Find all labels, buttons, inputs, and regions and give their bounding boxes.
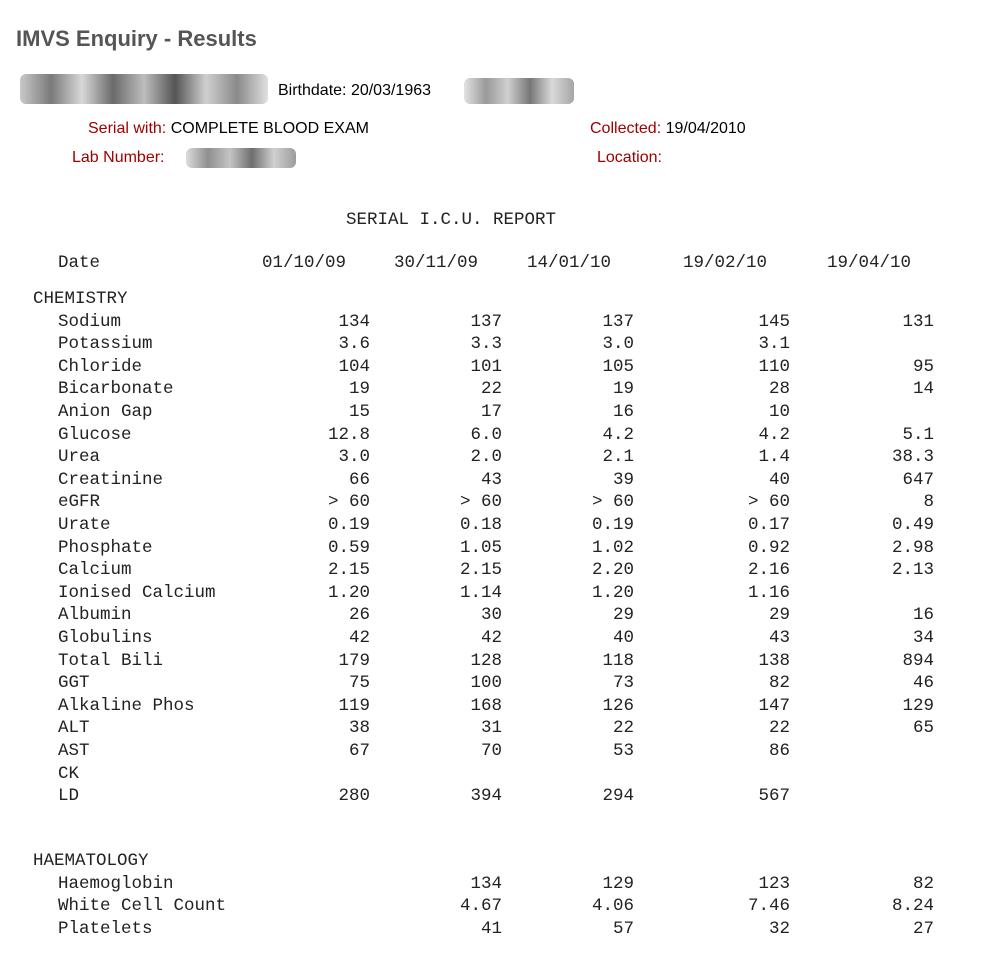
test-value: 95 (912, 356, 934, 377)
test-value: 3.0 (338, 447, 370, 468)
lab-number-line (72, 149, 165, 167)
test-value: 57 (612, 918, 634, 939)
test-name: Glucose (58, 424, 132, 445)
date-label: Date (58, 253, 101, 273)
date-column-header: 30/11/09 (394, 253, 479, 273)
test-value: 280 (338, 786, 370, 807)
test-value: 134 (338, 311, 370, 332)
test-value: 294 (602, 786, 634, 807)
test-value: 75 (348, 673, 370, 694)
test-value: 29 (768, 605, 790, 626)
test-value: 3.1 (758, 334, 790, 355)
test-value: 123 (758, 873, 790, 894)
test-value: 28 (768, 379, 790, 400)
test-value: 647 (902, 469, 934, 490)
test-value: 110 (758, 356, 790, 377)
test-value: 29 (612, 605, 634, 626)
test-value: 8 (923, 492, 934, 513)
test-value: 46 (912, 673, 934, 694)
test-value: 17 (480, 402, 502, 422)
test-value: 1.20 (591, 582, 634, 603)
test-name: Anion Gap (58, 402, 153, 422)
test-value: 12.8 (327, 424, 370, 445)
test-value: 147 (758, 695, 790, 716)
test-value: 86 (768, 741, 790, 761)
location-label: Location: (597, 149, 662, 166)
test-value: 2.15 (327, 560, 370, 581)
test-value: 2.15 (459, 560, 502, 581)
test-value: 138 (758, 650, 790, 671)
test-name: Haemoglobin (58, 873, 174, 894)
test-value: 42 (480, 628, 502, 648)
test-value: 30 (480, 605, 502, 626)
location-line (597, 149, 662, 167)
test-value: 101 (470, 356, 502, 377)
test-value: 5.1 (902, 424, 934, 445)
serial-line (88, 120, 369, 138)
redacted-patient-name (20, 74, 268, 104)
test-value: 3.6 (338, 334, 370, 355)
test-value: 128 (470, 650, 502, 671)
test-value: 145 (758, 311, 790, 332)
test-value: 15 (348, 402, 370, 422)
test-name: Calcium (58, 560, 132, 581)
test-value: 3.0 (602, 334, 634, 355)
test-value: 41 (480, 918, 502, 939)
test-value: 126 (602, 695, 634, 716)
test-value: 394 (470, 786, 502, 807)
test-value: 2.16 (747, 560, 790, 581)
chemistry-section-label: CHEMISTRY (33, 289, 128, 309)
test-value: 105 (602, 356, 634, 377)
test-value: 3.3 (470, 334, 502, 355)
test-value: 40 (612, 628, 634, 648)
test-value: 4.06 (591, 896, 634, 917)
test-value: 22 (612, 718, 634, 739)
test-value: 100 (470, 673, 502, 694)
test-name: Urate (58, 515, 111, 535)
serial-label: Serial with: (88, 120, 167, 137)
test-value: 27 (912, 918, 934, 939)
test-value: 1.16 (747, 582, 790, 603)
test-value: 119 (338, 695, 370, 716)
test-value: 1.14 (459, 582, 502, 603)
date-column-header: 19/02/10 (683, 253, 768, 273)
test-value: 82 (768, 673, 790, 694)
test-value: 19 (612, 379, 634, 400)
test-value: 14 (912, 379, 934, 400)
test-value: 137 (602, 311, 634, 332)
test-value: 66 (348, 469, 370, 490)
test-name: Platelets (58, 918, 153, 939)
test-value: 2.20 (591, 560, 634, 581)
test-value: 2.98 (891, 537, 934, 558)
test-value: > 60 (591, 492, 634, 513)
collected-line (590, 120, 746, 138)
haematology-section-label: HAEMATOLOGY (33, 851, 149, 871)
test-value: 22 (768, 718, 790, 739)
test-value: 43 (480, 469, 502, 490)
test-name: Albumin (58, 605, 132, 626)
test-value: 10 (768, 402, 790, 422)
test-value: 2.1 (602, 447, 634, 468)
test-value: 0.49 (891, 515, 934, 535)
test-value: 32 (768, 918, 790, 939)
redacted-lab-number (186, 148, 296, 168)
test-value: 0.17 (747, 515, 790, 535)
test-name: Alkaline Phos (58, 695, 195, 716)
report-title: SERIAL I.C.U. REPORT (346, 210, 557, 230)
date-column-header: 01/10/09 (262, 253, 347, 273)
test-value: 42 (348, 628, 370, 648)
test-value: 22 (480, 379, 502, 400)
test-name: GGT (58, 673, 90, 694)
test-value: 0.92 (747, 537, 790, 558)
test-value: 16 (912, 605, 934, 626)
test-value: > 60 (747, 492, 790, 513)
test-value: 179 (338, 650, 370, 671)
test-value: 19 (348, 379, 370, 400)
serial-value: COMPLETE BLOOD EXAM (170, 120, 369, 137)
lab-number-label: Lab Number: (72, 149, 165, 166)
test-value: 134 (470, 873, 502, 894)
test-value: > 60 (327, 492, 370, 513)
test-value: 4.67 (459, 896, 502, 917)
test-value: 129 (902, 695, 934, 716)
test-value: 8.24 (891, 896, 934, 917)
test-value: 0.19 (327, 515, 370, 535)
test-name: Urea (58, 447, 101, 468)
test-value: 39 (612, 469, 634, 490)
test-value: 0.18 (459, 515, 502, 535)
test-name: AST (58, 741, 90, 761)
test-value: 53 (612, 741, 634, 761)
test-value: 6.0 (470, 424, 502, 445)
test-value: 0.19 (591, 515, 634, 535)
test-value: 38 (348, 718, 370, 739)
birthdate-line (278, 82, 431, 100)
test-value: 7.46 (747, 896, 790, 917)
test-name: White Cell Count (58, 896, 227, 917)
test-value: 67 (348, 741, 370, 761)
test-name: Phosphate (58, 537, 153, 558)
test-name: Potassium (58, 334, 153, 355)
test-name: ALT (58, 718, 90, 739)
date-column-header: 19/04/10 (827, 253, 912, 273)
test-value: 16 (612, 402, 634, 422)
test-name: Globulins (58, 628, 153, 648)
test-value: 137 (470, 311, 502, 332)
test-value: 82 (912, 873, 934, 894)
test-value: 1.02 (591, 537, 634, 558)
test-value: 73 (612, 673, 634, 694)
date-column-header: 14/01/10 (527, 253, 612, 273)
test-name: Chloride (58, 356, 143, 377)
test-name: Total Bili (58, 650, 164, 671)
test-name: Ionised Calcium (58, 582, 216, 603)
test-value: 131 (902, 311, 934, 332)
birthdate-value: 20/03/1963 (350, 82, 432, 99)
test-value: 34 (912, 628, 934, 648)
test-name: CK (58, 763, 80, 784)
test-value: 2.0 (470, 447, 502, 468)
test-value: 1.4 (758, 447, 790, 468)
test-value: 4.2 (758, 424, 790, 445)
test-value: 2.13 (891, 560, 934, 581)
collected-value: 19/04/2010 (665, 120, 746, 137)
birthdate-label: Birthdate: (278, 82, 347, 99)
page-title: IMVS Enquiry - Results (16, 26, 257, 51)
test-value: 70 (480, 741, 502, 761)
test-value: 43 (768, 628, 790, 648)
test-value: 104 (338, 356, 370, 377)
test-value: 4.2 (602, 424, 634, 445)
test-value: 0.59 (327, 537, 370, 558)
test-value: 168 (470, 695, 502, 716)
test-name: Bicarbonate (58, 379, 174, 400)
test-value: > 60 (459, 492, 502, 513)
test-name: Creatinine (58, 469, 164, 490)
test-value: 38.3 (891, 447, 934, 468)
test-value: 1.05 (459, 537, 502, 558)
test-value: 65 (912, 718, 934, 739)
test-value: 31 (480, 718, 502, 739)
collected-label: Collected: (590, 120, 662, 137)
test-value: 26 (348, 605, 370, 626)
test-name: Sodium (58, 311, 122, 332)
test-name: eGFR (58, 492, 101, 513)
test-value: 129 (602, 873, 634, 894)
redacted-patient-id (464, 78, 574, 104)
test-value: 1.20 (327, 582, 370, 603)
test-value: 118 (602, 650, 634, 671)
test-name: LD (58, 786, 80, 807)
test-value: 40 (768, 469, 790, 490)
test-value: 567 (758, 786, 790, 807)
test-value: 894 (902, 650, 934, 671)
